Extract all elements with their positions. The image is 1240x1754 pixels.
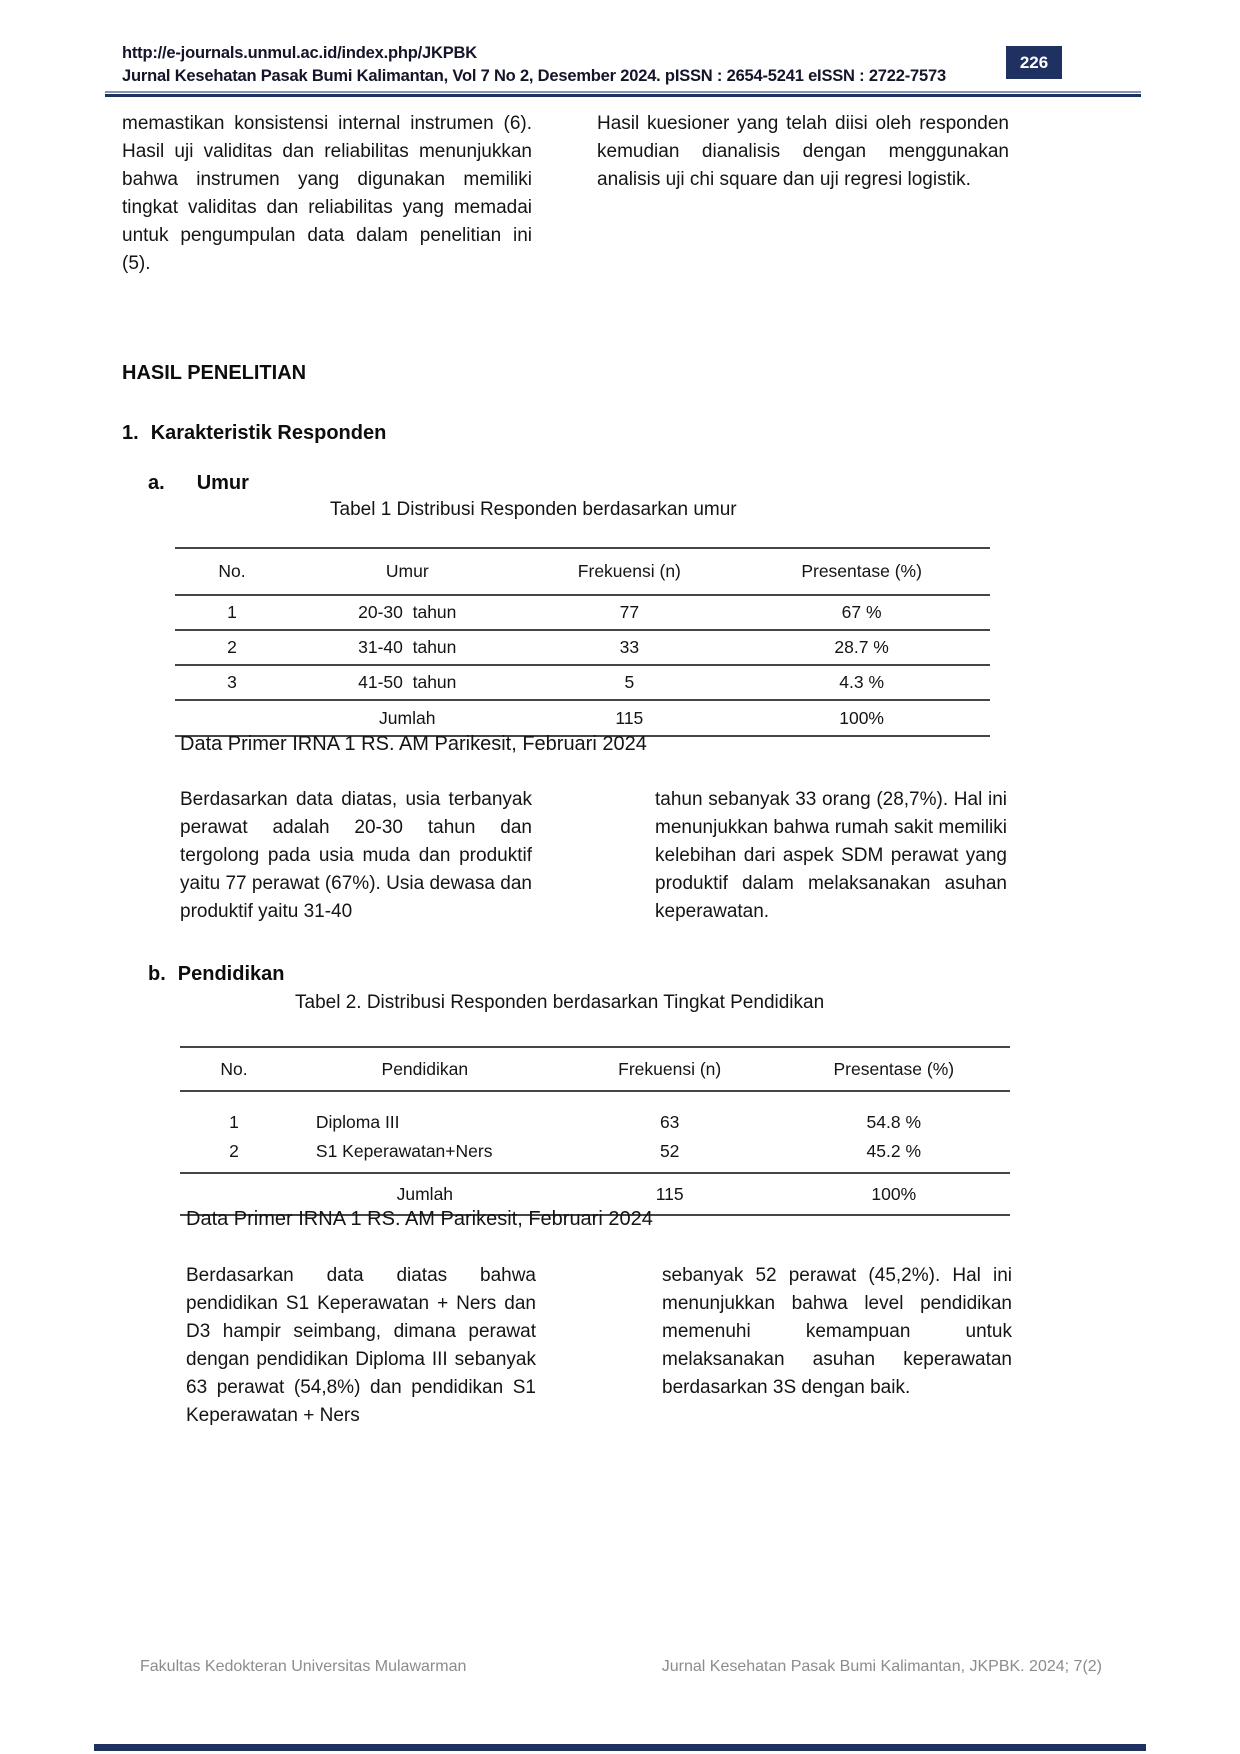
table1-cell: 67 % <box>733 595 990 630</box>
table2-cell: 1 <box>229 1112 239 1132</box>
subheading-letter: a. <box>148 472 165 494</box>
table2-header-row <box>180 1047 1010 1091</box>
subheading-umur <box>148 472 249 495</box>
umur-paragraph-right: tahun sebanyak 33 orang (28,7%). Hal ini menunjukkan bahwa rumah sakit memiliki kelebihan dari aspek SDM perawat yang produktif dalam melaksanakan asuhan keperawatan. <box>655 789 1007 922</box>
table2-cell: 54.8 % <box>866 1112 922 1132</box>
header-rule <box>105 91 1141 97</box>
intro-paragraph-right: Hasil kuesioner yang telah diisi oleh responden kemudian dianalisis dengan menggunakan analisis uji chi square dan uji regresi logistik. <box>597 113 1009 190</box>
table1-total-row <box>175 700 990 736</box>
table1-cell: 28.7 % <box>733 630 990 665</box>
subheading-label: Pendidikan <box>177 963 285 985</box>
table2-cell: 52 <box>659 1141 680 1161</box>
table1-header-presentase: Presentase (%) <box>733 548 990 595</box>
table2-cell: 63 <box>659 1112 680 1132</box>
table-row <box>175 630 990 665</box>
table2-cell: S1 Keperawatan+Ners <box>315 1141 493 1161</box>
footer-journal-citation: Jurnal Kesehatan Pasak Bumi Kalimantan, JKPBK. 2024; 7(2) <box>661 1658 1102 1675</box>
table2-total-frekuensi: 115 <box>562 1173 778 1215</box>
table1-cell: 5 <box>525 665 733 700</box>
header-rule-thick <box>105 94 1141 97</box>
table1-cell: 2 <box>175 630 289 665</box>
table1-header-umur: Umur <box>289 548 525 595</box>
intro-paragraph-left: memastikan konsistensi internal instrumen (6). Hasil uji validitas dan reliabilitas menunjukkan bahwa instrumen yang digunakan memiliki tingkat validitas dan reliabilitas yang memadai untuk pengumpulan data dalam penelitian ini (5). <box>122 113 532 274</box>
heading-label: Karakteristik Responden <box>150 422 387 444</box>
table1-header-no: No. <box>175 548 289 595</box>
header-journal-line: Jurnal Kesehatan Pasak Bumi Kalimantan, Vol 7 No 2, Desember 2024. pISSN : 2654-5241 eISSN : 2722-7573 <box>122 67 946 85</box>
table1-cell: 33 <box>525 630 733 665</box>
table2-total-label: Jumlah <box>288 1173 562 1215</box>
table1-cell: 77 <box>525 595 733 630</box>
table-row <box>175 665 990 700</box>
table1-cell: 41-50 tahun <box>289 665 525 700</box>
table1-header-row <box>175 548 990 595</box>
table-row <box>180 1137 1010 1173</box>
section-heading-hasil-penelitian: HASIL PENELITIAN <box>122 362 307 384</box>
table2-cell: Diploma III <box>315 1112 400 1132</box>
subheading-pendidikan <box>148 963 284 986</box>
table1-cell <box>175 700 289 736</box>
subheading-label: Umur <box>196 472 249 494</box>
table2-header-presentase: Presentase (%) <box>778 1047 1010 1091</box>
table1-cell: 20-30 tahun <box>289 595 525 630</box>
pendidikan-paragraph-left: Berdasarkan data diatas bahwa pendidikan S1 Keperawatan + Ners dan D3 hampir seimbang, dimana perawat dengan pendidikan Diploma III sebanyak 63 perawat (54,8%) dan pendidikan S1 Keperawatan + Ners <box>186 1265 536 1426</box>
table1-caption: Tabel 1 Distribusi Responden berdasarkan umur <box>330 499 737 520</box>
table-distribusi-pendidikan <box>180 1046 1010 1216</box>
pendidikan-paragraph-right: sebanyak 52 perawat (45,2%). Hal ini menunjukkan bahwa level pendidikan memenuhi kemampuan untuk melaksanakan asuhan keperawatan berdasarkan 3S dengan baik. <box>662 1265 1012 1398</box>
table2-source-note: Data Primer IRNA 1 RS. AM Parikesit, Februari 2024 <box>186 1208 653 1230</box>
table-distribusi-umur <box>175 547 990 737</box>
table2-cell: 45.2 % <box>866 1141 922 1161</box>
table1-source-note: Data Primer IRNA 1 RS. AM Parikesit, Februari 2024 <box>180 733 647 755</box>
subheading-letter: b. <box>148 963 166 985</box>
bottom-rule <box>94 1744 1146 1751</box>
table1-total-label: Jumlah <box>379 707 436 728</box>
table1-total-frekuensi: 115 <box>615 707 644 728</box>
table2-header-no: No. <box>180 1047 288 1091</box>
table-row <box>180 1091 1010 1137</box>
table2-cell: 2 <box>229 1141 239 1161</box>
table-row <box>175 595 990 630</box>
page-number-badge: 226 <box>1006 46 1062 79</box>
umur-paragraph-left: Berdasarkan data diatas, usia terbanyak perawat adalah 20-30 tahun dan tergolong pada usia muda dan produktif yaitu 77 perawat (67%). Usia dewasa dan produktif yaitu 31-40 <box>180 789 532 922</box>
table1-cell: 4.3 % <box>733 665 990 700</box>
table1-cell: 1 <box>175 595 289 630</box>
table1-cell: 31-40 tahun <box>289 630 525 665</box>
table2-header-pendidikan: Pendidikan <box>288 1047 562 1091</box>
footer-affiliation: Fakultas Kedokteran Universitas Mulawarman <box>140 1658 467 1675</box>
table2-header-frekuensi: Frekuensi (n) <box>562 1047 778 1091</box>
heading-number: 1. <box>122 422 139 444</box>
heading-karakteristik-responden <box>122 422 386 445</box>
table1-header-frekuensi: Frekuensi (n) <box>525 548 733 595</box>
table2-caption: Tabel 2. Distribusi Responden berdasarkan Tingkat Pendidikan <box>295 992 825 1013</box>
table1-cell: 3 <box>175 665 289 700</box>
header-url: http://e-journals.unmul.ac.id/index.php/JKPBK <box>122 44 477 62</box>
header-rule-thin <box>105 91 1141 93</box>
table2-total-presentase: 100% <box>778 1173 1010 1215</box>
table1-total-presentase: 100% <box>839 707 884 728</box>
